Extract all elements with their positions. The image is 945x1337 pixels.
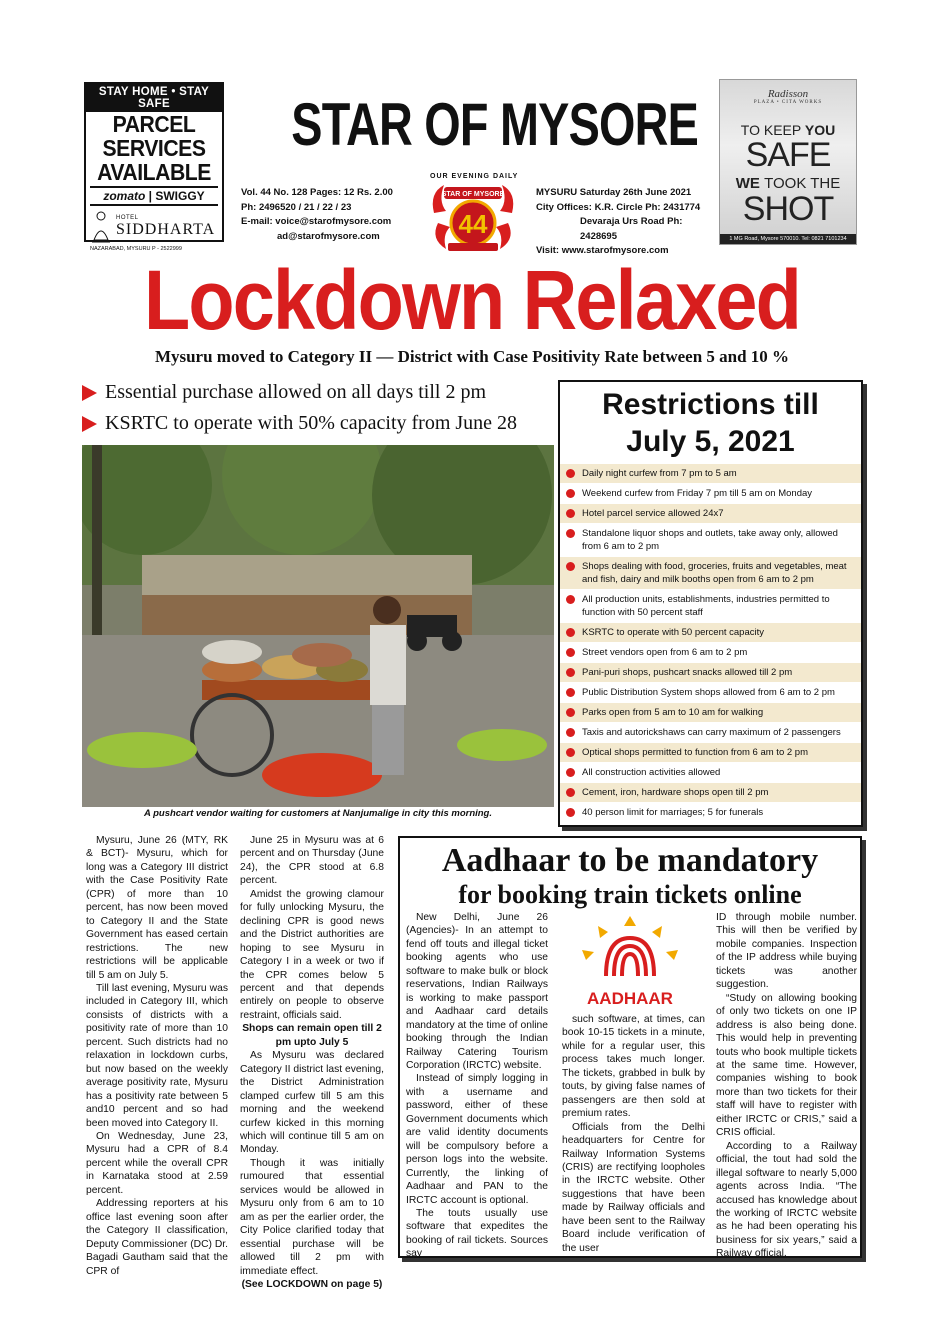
restriction-item: Parks open from 5 am to 10 am for walking	[560, 703, 861, 723]
aadhaar-column-3	[716, 911, 857, 1261]
restriction-item: All construction activities allowed	[560, 763, 861, 783]
aadhaar-logo-icon	[568, 912, 692, 1012]
bullet-1	[82, 381, 486, 404]
triangle-bullet-icon	[82, 416, 97, 432]
hotel-address: NAZARABAD, MYSURU P - 2522999	[90, 246, 182, 252]
restriction-item: Optical shops permitted to function from 6 am to 2 pm	[560, 743, 861, 763]
phone-info: Ph: 2496520 / 21 / 22 / 23	[241, 201, 352, 213]
restriction-item: Pani-puri shops, pushcart snacks allowed till 2 pm	[560, 663, 861, 683]
story-paragraph: June 25 in Mysuru was at 6 percent and on Thursday (June 24), the CPR stood at 6.8 percent.	[240, 835, 384, 887]
radisson-vaccine-ad	[719, 79, 857, 245]
emblem-label: STAR OF MYSORE	[441, 191, 505, 198]
bullet-2	[82, 412, 517, 435]
aadhaar-logo-text: AADHAAR	[587, 989, 673, 1008]
zomato-text: zomato	[103, 189, 146, 203]
story-paragraph: Though it was initially rumoured that essential services would be allowed in Mysuru only from 6 am to 10 am as per the earlier order, the City Police clarified today that essential purchase will be allowed till 2 pm with immediate effect.	[240, 1157, 384, 1277]
bullet-text: Essential purchase allowed on all days till 2 pm	[105, 381, 487, 403]
aadhaar-paragraph: Instead of simply logging in with a username and password, either of these Government documents which are valid identity documents will be compulsory before a person logs into the website. Currently, the linking of Aadhaar and PAN to the IRCTC account is optional.	[406, 1073, 548, 1206]
parcel-services-ad	[84, 82, 224, 252]
restriction-item: Shops dealing with food, groceries, fruits and vegetables, meat and fish, dairy and milk booths open from 6 am to 2 pm	[560, 557, 861, 590]
story-paragraph: On Wednesday, June 23, Mysuru had a CPR of 8.4 percent while the overall CPR in Karnataka stood at 2.59 percent.	[86, 1130, 228, 1196]
city-office-2: Devaraja Urs Road Ph: 2428695	[580, 216, 683, 242]
radisson-brand: Radisson	[767, 88, 809, 100]
restriction-item: All production units, establishments, industries permitted to function with 50 percent staff	[560, 590, 861, 623]
photo-caption: A pushcart vendor waiting for customers at Nanjumalige in city this morning.	[143, 808, 493, 819]
story-subhead: Shops can remain open till 2 pm upto July 5	[242, 1023, 382, 1048]
story-column-1	[86, 834, 228, 1278]
hotel-name: SIDDHARTA	[116, 221, 216, 238]
story-paragraph: Amidst the growing clamour for fully unlocking Mysuru, the declining CPR is good news and the District authorities are hoping to see Mysuru in Category I in a week or two if the CPR comes below 5 percent and that depends entirely on people to observe restraint, officials said.	[240, 888, 384, 1021]
restriction-item: Street vendors open from 6 am to 2 pm	[560, 643, 861, 663]
radisson-sub: PLAZA • CITA WORKS	[753, 100, 823, 105]
restrictions-title	[560, 386, 861, 460]
story-paragraph: As Mysuru was declared Category II district last evening, the District Administration clamped curfew till 5 am this morning and the weekend curfew kicked in this morning which will continue till 5 am on Monday.	[240, 1050, 384, 1156]
ad-we-text: WE	[735, 175, 765, 192]
tagline: OUR EVENING DAILY	[430, 173, 519, 180]
ad-line-3: AVAILABLE	[97, 159, 211, 185]
ad-took-text: TOOK THE	[764, 175, 841, 192]
ad-you-text: YOU	[804, 122, 836, 138]
restriction-item: Public Distribution System shops allowed from 6 am to 2 pm	[560, 683, 861, 703]
website: Visit: www.starofmysore.com	[536, 245, 669, 256]
ad-shot-text: SHOT	[742, 190, 834, 228]
aadhaar-column-2	[562, 1013, 705, 1255]
story-paragraph: Till last evening, Mysuru was included in Category III, which consists of districts with a positivity rate of more than 10 percent. Such districts had no relaxation in lockdown curbs, but now based on the weekly average positivity rate, Mysuru has a positivity rate between 5 and10 percent and so had been moved into Category II.	[86, 982, 228, 1129]
bullet-text: KSRTC to operate with 50% capacity from June 28	[105, 412, 518, 434]
masthead-info-left	[241, 186, 393, 244]
dateline: MYSURU Saturday 26th June 2021	[536, 187, 692, 198]
restriction-item: KSRTC to operate with 50 percent capacity	[560, 623, 861, 643]
main-subhead: Mysuru moved to Category II — District with Case Positivity Rate between 5 and 10 %	[154, 347, 790, 366]
newspaper-title: STAR OF MYSORE	[291, 91, 699, 158]
masthead-info-right	[536, 186, 706, 259]
story-paragraph: Mysuru, June 26 (MTY, RK & BCT)- Mysuru, which for long was a Category III district with the Case Positivity Rate (CPR) of more than 10 percent, has now been moved to Category II and the State Government has eased certain restrictions. The new restrictions will be applicable till 5 am on July 5.	[86, 835, 228, 981]
aadhaar-paragraph: such software, at times, can book 10-15 tickets in a minute, while for a regular user, this process takes much longer. The tickets, grabbed in bulk by touts, by giving false names of passengers are then sold at premium rates.	[562, 1014, 705, 1120]
aadhaar-paragraph: The touts usually use software that expedites the booking of rail tickets. Sources say	[406, 1207, 548, 1260]
story-paragraph: Addressing reporters at his office last evening soon after the Category II classification, Deputy Commissioner (DC) Dr. Bagadi Gautham said that the CPR of	[86, 1198, 228, 1277]
swiggy-text: SWIGGY	[155, 189, 205, 203]
hotel-label: HOTEL	[116, 215, 139, 221]
anniversary-emblem-icon	[424, 183, 522, 255]
triangle-bullet-icon	[82, 385, 97, 401]
aadhaar-paragraph: New Delhi, June 26 (Agencies)- In an attempt to fend off touts and illegal ticket booking agents who use software to make bulk or block reservations, Indian Railways is working to make passport and Aadhaar card details mandatory at the time of online booking through the Indian Railway Catering Tourism Corporation (IRCTC) website.	[406, 912, 548, 1071]
ad-line-1: PARCEL	[112, 111, 196, 137]
aadhaar-paragraph: Officials from the Delhi headquarters for Centre for Railway Information Systems (CRIS) are rectifying loopholes in the IRCTC website. Other suggestions that have been made by Railway officials and have been sent to the Railway Board include verification of the user	[562, 1121, 705, 1254]
vendor-photo	[82, 445, 554, 807]
restriction-item: Weekend curfew from Friday 7 pm till 5 am on Monday	[560, 484, 861, 504]
buddha-icon	[90, 210, 112, 244]
ad-line-2: SERVICES	[102, 135, 206, 161]
see-more-link: (See LOCKDOWN on page 5)	[241, 1278, 383, 1290]
story-column-2	[240, 834, 384, 1291]
restriction-item: Daily night curfew from 7 pm to 5 am	[560, 464, 861, 484]
ad-top-banner: STAY HOME • STAY SAFE	[86, 84, 222, 112]
email-1: E-mail: voice@starofmysore.com	[241, 216, 392, 227]
restriction-item: Hotel parcel service allowed 24x7	[560, 504, 861, 524]
email-2: ad@starofmysore.com	[277, 230, 380, 242]
restrictions-list	[560, 464, 861, 823]
city-office-1: City Offices: K.R. Circle Ph: 2431774	[536, 201, 701, 213]
emblem-number: 44	[458, 209, 488, 239]
restriction-item: Cement, iron, hardware shops open till 2 pm	[560, 783, 861, 803]
radisson-logo	[720, 88, 856, 105]
aadhaar-paragraph: According to a Railway official, the tout had sold the illegal software to nearly 5,000 agents across India. “The accused has knowledge about the working of IRCTC website as he had been operating his business for six years,” said a Railway official.	[716, 1140, 857, 1260]
restriction-item: Standalone liquor shops and outlets, take away only, allowed from 6 am to 2 pm	[560, 524, 861, 557]
ad-keep-text: TO KEEP	[740, 122, 805, 138]
market-scene-image	[82, 445, 554, 807]
restriction-item: Taxis and autorickshaws can carry maximum of 2 passengers	[560, 723, 861, 743]
ad-brands: zomato | SWIGGY	[90, 186, 218, 206]
hotel-block	[86, 208, 222, 246]
volume-info: Vol. 44 No. 128 Pages: 12 Rs. 2.00	[241, 187, 393, 198]
main-headline: Lockdown Relaxed	[144, 253, 800, 347]
aadhaar-paragraph: ID through mobile number. This will then be verified by mobile companies. Inspection of the IP address while buying tickets was another suggestion.	[716, 912, 857, 991]
restrictions-title-line1: Restrictions till	[602, 388, 819, 421]
restrictions-box	[558, 380, 863, 827]
ad-footer: 1 MG Road, Mysore 570010. Tel: 0821 7101234	[720, 234, 856, 244]
ad-safe-text: SAFE	[745, 136, 831, 174]
aadhaar-title: Aadhaar to be mandatory	[441, 842, 819, 879]
restrictions-title-line2: July 5, 2021	[626, 425, 795, 458]
restriction-item: 40 person limit for marriages; 5 for funerals	[560, 803, 861, 823]
aadhaar-paragraph: “Study on allowing booking of only two tickets on one IP address is also being done. This would help in preventing touts who book multiple tickets at the same time. However, companies wishing to book more than two tickets for their staff will have to register with either IRCTC or CRIS,” said a CRIS official.	[716, 992, 857, 1139]
aadhaar-subtitle: for booking train tickets online	[458, 880, 802, 909]
aadhaar-column-1	[406, 911, 548, 1261]
